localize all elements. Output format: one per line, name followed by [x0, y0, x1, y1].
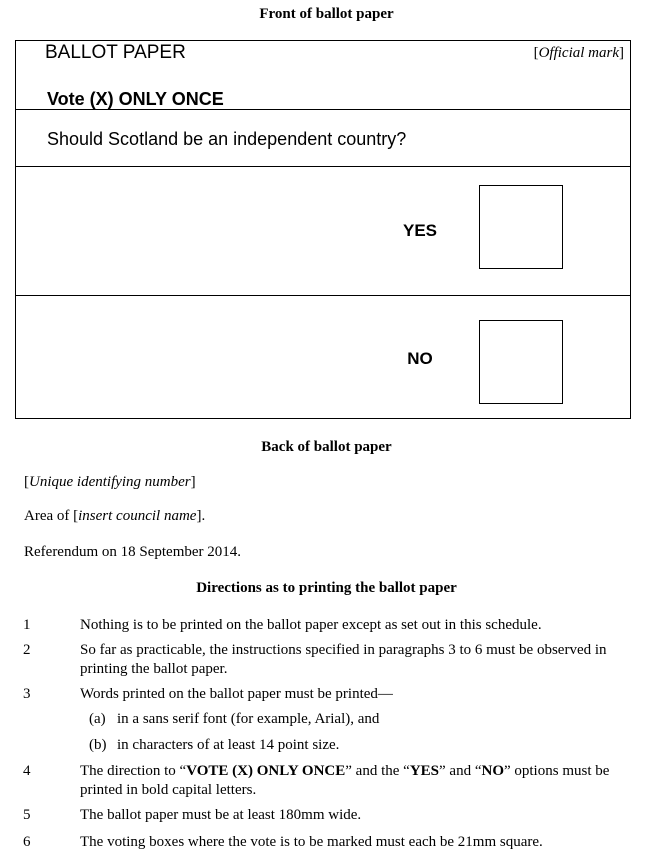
area-placeholder: insert council name: [78, 508, 197, 524]
paragraph-number: 3: [23, 686, 31, 702]
subparagraph-label: (a): [89, 711, 106, 727]
text-part: The direction to “: [80, 763, 187, 779]
vote-box-yes[interactable]: [479, 185, 563, 269]
area-line: [24, 508, 205, 525]
option-row-no: [16, 296, 630, 418]
bold-vote-once: VOTE (X) ONLY ONCE: [186, 763, 346, 779]
referendum-question: Should Scotland be an independent country?: [47, 129, 407, 149]
subparagraph-text: in a sans serif font (for example, Arial), and: [117, 711, 380, 727]
option-label-no: NO: [407, 349, 433, 368]
paragraph-text: Nothing is to be printed on the ballot paper except as set out in this schedule.: [80, 617, 542, 633]
paragraph-text: The ballot paper must be at least 180mm wide.: [80, 807, 362, 823]
ballot-paper: [15, 40, 631, 419]
area-prefix: Area of [: [24, 508, 79, 524]
ballot-header-row: [16, 41, 630, 110]
paragraph-number: 6: [23, 834, 31, 850]
paragraph-number: 2: [23, 642, 31, 658]
text-part: ” and the “: [345, 763, 410, 779]
paragraph-number: 1: [23, 617, 31, 633]
directions-heading: Directions as to printing the ballot paper: [196, 580, 457, 596]
area-suffix: ].: [196, 508, 206, 524]
text-part: ” and “: [439, 763, 482, 779]
back-heading: Back of ballot paper: [261, 439, 392, 455]
paragraph-number: 5: [23, 807, 31, 823]
vote-instruction: Vote (X) ONLY ONCE: [47, 89, 224, 109]
front-heading: Front of ballot paper: [259, 6, 394, 22]
bold-yes: YES: [409, 763, 439, 779]
paragraph-number: 4: [23, 763, 31, 779]
unique-number-line: [Unique identifying number]: [24, 474, 196, 490]
vote-box-no[interactable]: [479, 320, 563, 404]
unique-number-text: Unique identifying number: [29, 474, 191, 490]
paragraph-text: The voting boxes where the vote is to be marked must each be 21mm square.: [80, 834, 543, 850]
direction-subparagraph-b: [89, 737, 339, 754]
text-part: ” options must be printed in bold capital letters.: [80, 763, 610, 798]
official-mark-text: Official mark: [538, 45, 619, 61]
paragraph-text: [80, 762, 628, 800]
ballot-title: BALLOT PAPER: [45, 42, 186, 63]
referendum-date-line: Referendum on 18 September 2014.: [24, 544, 242, 560]
option-row-yes: [16, 167, 630, 296]
direction-subparagraph-a: [89, 711, 379, 728]
subparagraph-label: (b): [89, 737, 107, 753]
paragraph-text: Words printed on the ballot paper must be printed—: [80, 686, 393, 702]
option-label-yes: YES: [402, 221, 438, 240]
ballot-question-row: [16, 110, 630, 167]
subparagraph-text: in characters of at least 14 point size.: [117, 737, 340, 753]
paragraph-text: So far as practicable, the instructions specified in paragraphs 3 to 6 must be observed in printing the ballot paper.: [80, 642, 607, 677]
official-mark: [Official mark]: [533, 45, 624, 61]
bold-no: NO: [481, 763, 504, 779]
